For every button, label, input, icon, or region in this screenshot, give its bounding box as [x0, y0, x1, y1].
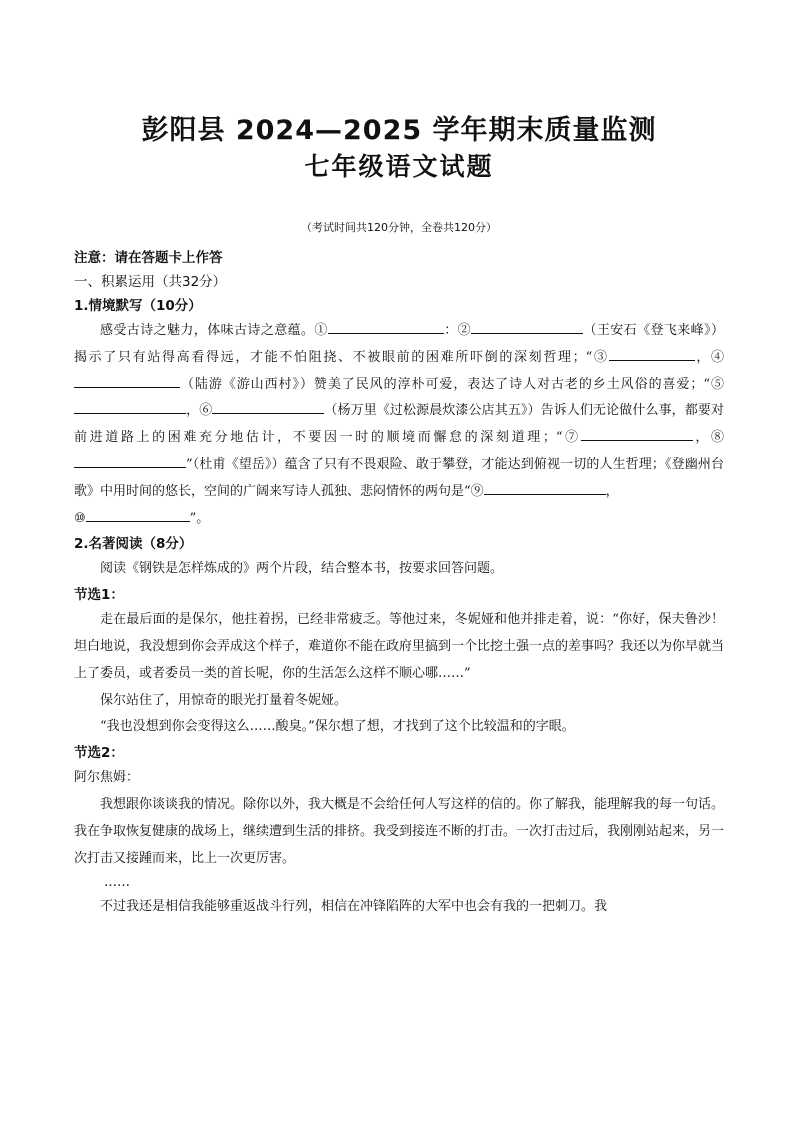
q1-body [74, 318, 724, 506]
answer-blank-6[interactable] [212, 398, 324, 414]
notice: 注意：请在答题卡上作答 [74, 250, 223, 266]
exam-info: （考试时间共120分钟，全卷共120分） [301, 221, 497, 234]
answer-blank-2[interactable] [471, 318, 583, 334]
q2-heading: 2.名著阅读（8分） [74, 536, 193, 553]
q1-heading: 1.情境默写（10分） [74, 298, 202, 314]
answer-blank-1[interactable] [328, 318, 444, 334]
excerpt1-label: 节选1： [74, 587, 124, 604]
q1-text-10: ， [605, 483, 619, 499]
answer-blank-3[interactable] [609, 345, 695, 361]
excerpt2-paragraph-1: 我想跟你谈谈我的情况。除你以外，我大概是不会给任何人写这样的信的。你了解我，能理解我的每一句话。我在争取恢复健康的战场上，继续遭到生活的排挤。我受到接连不断的打击。一次打击过后，我刚刚站起来，另一次打击又接踵而来，比上一次更厉害。 [74, 796, 725, 866]
q1-text-8: ，⑧ [692, 430, 724, 446]
answer-blank-10[interactable] [86, 506, 190, 522]
excerpt1-paragraph-2: 保尔站住了，用惊奇的眼光打量着冬妮娅。 [100, 692, 348, 708]
q1-text-7: （杨万里《过松源晨炊漆公店其五》）告诉人们无论做什么事，都要对前进道路上的困难充分地估计，不要因一时的顺境而懈怠的深刻道理；“⑦ [74, 403, 724, 446]
excerpt1-paragraph-1: 走在最后面的是保尔，他拄着拐，已经非常疲乏。等他过来，冬妮娅和他并排走着，说：“你好，保夫鲁沙！坦白地说，我没想到你会弄成这个样子，难道你不能在政府里搞到一个比挖土强一点的差事吗？我还以为你早就当上了委员，或者委员一类的首长呢，你的生活怎么这样不顺心哪……” [74, 612, 725, 681]
q1-text-2: ：② [443, 323, 472, 338]
answer-blank-7[interactable] [581, 425, 693, 441]
q1-text-11: ⑩ [74, 510, 86, 526]
excerpt2-label: 节选2： [74, 745, 124, 762]
q1-text-5: （陆游《游山西村》）赞美了民风的淳朴可爱，表达了诗人对古老的乡土风俗的喜爱；“⑤ [180, 376, 724, 392]
q1-text-3: （王安石《登飞来峰》）揭示了只有站得高看得远，才能不怕阻挠、不被眼前的困难所吓倒的深刻哲理；“③ [74, 323, 724, 365]
answer-blank-5[interactable] [74, 398, 186, 414]
excerpt2-ellipsis: …… [104, 875, 130, 891]
answer-blank-9[interactable] [484, 479, 606, 495]
answer-blank-4[interactable] [74, 372, 180, 388]
q1-text-9: ”（杜甫《望岳》）蕴含了只有不畏艰险、敢于攀登，才能达到俯视一切的人生哲理；《登幽州台歌》中用时间的悠长，空间的广阔来写诗人孤独、悲闷情怀的两句是“⑨ [74, 456, 724, 499]
q1-body-end [74, 506, 724, 533]
q1-text-1: 感受古诗之魅力，体味古诗之意蕴。① [100, 323, 328, 338]
q1-text-12: ”。 [189, 510, 210, 526]
q1-text-6: ，⑥ [186, 403, 213, 419]
part1-heading: 一、积累运用（共32分） [74, 274, 227, 290]
excerpt2-salutation: 阿尔焦姆： [74, 770, 140, 786]
exam-title: 彭阳县 2024—2025 学年期末质量监测 [141, 115, 657, 146]
excerpt1-paragraph-3: “我也没想到你会变得这么……酸臭。”保尔想了想，才找到了这个比较温和的字眼。 [100, 719, 575, 735]
exam-subtitle: 七年级语文试题 [304, 152, 494, 181]
q2-instruction: 阅读《钢铁是怎样炼成的》两个片段，结合整本书，按要求回答问题。 [100, 561, 504, 577]
excerpt2-paragraph-2: 不过我还是相信我能够重返战斗行列，相信在冲锋陷阵的大军中也会有我的一把刺刀。我 [100, 899, 608, 915]
exam-page [74, 114, 724, 921]
q1-text-4: ，④ [694, 349, 724, 365]
answer-blank-8[interactable] [74, 452, 186, 468]
